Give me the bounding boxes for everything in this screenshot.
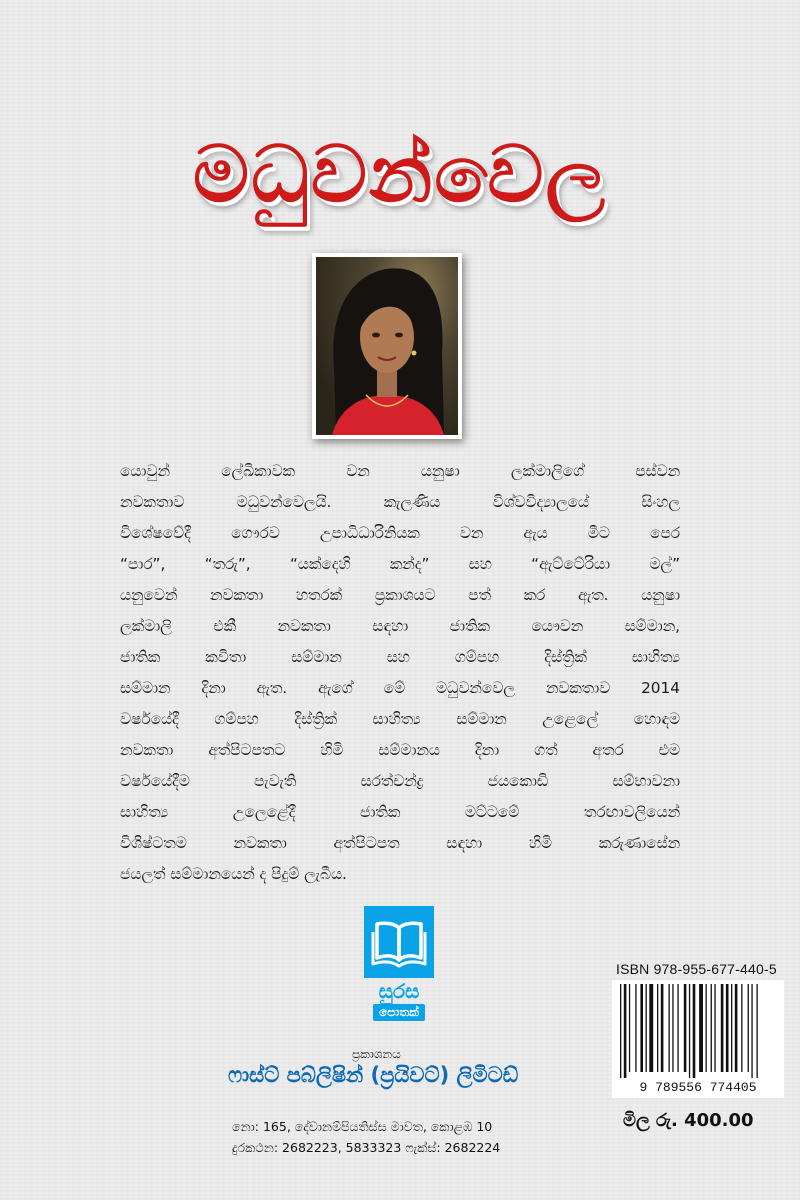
- description-line: විශිෂ්ටතම නවකතා අත්පිටපත සඳහා හිමි කරුණාසේන: [120, 834, 680, 852]
- book-title: මධුවන්වෙල: [192, 129, 607, 220]
- book-price: මිල රු. 400.00: [623, 1110, 754, 1131]
- barcode-bar: [706, 984, 707, 1072]
- description-line: නවකතා අත්පිටපතට හිමි සම්මානය දිනා ගත් අතර එම: [120, 741, 680, 759]
- publisher-phones: දුරකථන: 2682223, 5833323 ෆැක්ස්: 2682224: [232, 1140, 501, 1155]
- barcode-bar: [711, 984, 712, 1072]
- description-line: ජාතික කවිතා සම්මාන සහ ගම්පහ දිස්ත්‍රික් සාහිත්‍ය: [120, 648, 680, 666]
- barcode-bar: [731, 984, 732, 1072]
- open-book-icon: [364, 906, 434, 978]
- barcode-bar: [726, 984, 729, 1072]
- barcode-bar: [714, 984, 715, 1072]
- barcode-bar: [735, 984, 738, 1072]
- description-line: ලක්මාලි එකී නවකතා සඳහා ජාතික යෞවන සම්මාන,: [120, 617, 680, 635]
- description-line: “පාර”, “තරු”, “යක්දෙහි කන්ද” සහ “ඇට්ටේරියා මල්”: [120, 555, 680, 573]
- barcode-bar: [661, 984, 664, 1072]
- barcode-bar: [640, 984, 643, 1072]
- publisher-address: නො: 165, දේවානම්පියතිස්ස මාවත, කොළඹ 10: [232, 1119, 493, 1134]
- logo-subtitle: පොතක්: [373, 1004, 425, 1021]
- description-line: සම්මාන දිනා ඇත. ඇගේ මේ මධුවන්වෙල නවකතාව 2014: [120, 679, 680, 697]
- author-photo: [316, 257, 458, 435]
- publisher-label: ප්‍රකාශනය: [352, 1047, 401, 1061]
- barcode-bar: [620, 984, 621, 1078]
- barcode: [612, 980, 784, 1098]
- logo-name: සුරස: [378, 979, 420, 1003]
- barcode-icon: [612, 980, 784, 1098]
- description-line: වර්ෂයේදී ගම්පහ දිස්ත්‍රික් සාහිත්‍ය සම්මාන උළෙලේ හොඳම: [120, 710, 680, 728]
- barcode-bar: [649, 984, 653, 1072]
- barcode-bar: [624, 984, 627, 1078]
- publisher-logo: [358, 906, 440, 1021]
- barcode-bar: [646, 984, 647, 1072]
- description-line: නවකතාව මධුවන්වෙලයි. කැලණිය විශ්වවිද්‍යාලයේ සිංහල: [120, 493, 680, 511]
- description-line: වර්ෂයේදීම පැවැති සරත්චන්ද්‍ර ජයකොඩි සම්භාවනා: [120, 772, 680, 790]
- publisher-name: ෆාස්ට් පබ්ලිෂින් (ප්‍රයිවට්) ලිමිටඩ්: [228, 1063, 519, 1087]
- barcode-bar: [741, 984, 742, 1072]
- isbn-number: ISBN 978-955-677-440-5: [616, 961, 777, 977]
- barcode-bar: [629, 984, 630, 1072]
- description-line: යනුවෙන් නවකතා හතරක් ප්‍රකාශයට පත් කර ඇත. යනුෂා: [120, 586, 680, 604]
- barcode-bar: [693, 984, 696, 1078]
- barcode-bar: [721, 984, 724, 1072]
- author-photo-frame: [312, 253, 462, 439]
- barcode-bar: [748, 984, 749, 1072]
- barcode-bar: [751, 984, 752, 1078]
- book-description: [120, 456, 680, 890]
- barcode-bar: [689, 984, 690, 1078]
- author-portrait-illustration: [316, 257, 458, 435]
- barcode-bar: [669, 984, 670, 1072]
- barcode-bar: [657, 984, 658, 1072]
- barcode-bar: [699, 984, 703, 1072]
- barcode-bar: [684, 984, 687, 1072]
- description-line: ජයලත් සම්මානයෙන් ද පිදුම් ලැබීය.: [120, 865, 347, 883]
- barcode-bar: [677, 984, 678, 1072]
- barcode-digits: 9 789556 774405: [639, 1080, 757, 1095]
- description-line: යොවුන් ලේඛිකාවක වන යනුෂා ලක්මාලිගේ පස්වන: [120, 462, 680, 480]
- barcode-bar: [672, 984, 673, 1072]
- barcode-bar: [635, 984, 636, 1072]
- description-line: සාහිත්‍ය උලෙළේදී ජාතික මට්ටමේ තරඟාවලියෙන්: [120, 803, 680, 821]
- description-line: විශේෂවේදී ගෞරව උපාධිධාරිනියක වන ඇය මීට පෙර: [120, 524, 680, 542]
- barcode-bar: [757, 984, 758, 1078]
